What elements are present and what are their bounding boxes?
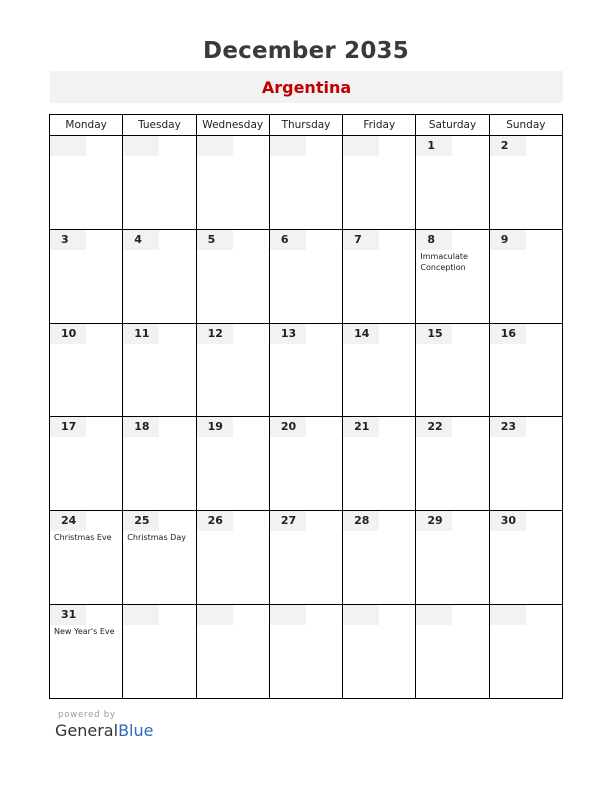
day-cell [196,323,269,417]
day-cell [269,417,342,511]
day-cell [50,323,123,417]
weekday-thursday: Thursday [269,115,342,136]
day-cell [269,229,342,323]
day-cell [489,511,562,605]
weekday-saturday: Saturday [416,115,489,136]
country-banner [50,71,563,103]
day-cell [343,417,416,511]
day-cell [343,229,416,323]
day-cell [489,229,562,323]
day-number: 16 [490,324,526,344]
brand-logo [55,721,153,740]
day-number [197,136,233,156]
weekday-monday: Monday [50,115,123,136]
day-cell [123,417,196,511]
day-number: 1 [416,136,452,156]
day-cell [416,323,489,417]
day-number: 18 [123,417,159,437]
calendar-grid [49,114,563,699]
holiday-label: Christmas Day [127,533,186,543]
holiday-label: Immaculate Conception [420,251,468,272]
day-cell [343,323,416,417]
day-number: 22 [416,417,452,437]
day-cell [50,511,123,605]
day-number: 29 [416,511,452,531]
day-number: 5 [197,230,233,250]
week-row [50,323,563,417]
day-number: 23 [490,417,526,437]
day-cell [489,417,562,511]
day-number: 9 [490,230,526,250]
day-cell [196,511,269,605]
day-number: 28 [343,511,379,531]
week-row [50,511,563,605]
page-title: December 2035 [203,38,409,64]
calendar-body [50,136,563,699]
holiday-label: New Year's Eve [54,627,115,637]
day-number: 8 [416,230,452,250]
day-cell [489,323,562,417]
day-number: 6 [270,230,306,250]
day-cell [123,323,196,417]
day-number [197,605,233,625]
day-number: 24 [50,511,86,531]
day-number: 3 [50,230,86,250]
day-number: 21 [343,417,379,437]
day-number [343,605,379,625]
weekday-friday: Friday [343,115,416,136]
empty-day-cell [196,136,269,230]
day-number: 13 [270,324,306,344]
day-number: 30 [490,511,526,531]
day-number: 12 [197,324,233,344]
day-number: 7 [343,230,379,250]
day-number: 14 [343,324,379,344]
day-cell [196,417,269,511]
day-number [123,136,159,156]
day-number: 2 [490,136,526,156]
day-number: 25 [123,511,159,531]
day-number: 27 [270,511,306,531]
day-number [343,136,379,156]
day-number [416,605,452,625]
empty-day-cell [343,136,416,230]
day-cell [50,417,123,511]
weekday-header-row [50,115,563,136]
day-number [270,605,306,625]
holiday-label: Christmas Eve [54,533,112,543]
powered-by-text: powered by [58,710,116,720]
empty-day-cell [416,605,489,699]
day-number: 4 [123,230,159,250]
day-number: 19 [197,417,233,437]
brand-blue-text: Blue [118,721,154,740]
empty-day-cell [269,136,342,230]
day-cell [416,417,489,511]
day-number: 15 [416,324,452,344]
week-row [50,229,563,323]
week-row [50,605,563,699]
day-cell [343,511,416,605]
weekday-sunday: Sunday [489,115,562,136]
day-number: 17 [50,417,86,437]
empty-day-cell [196,605,269,699]
weekday-wednesday: Wednesday [196,115,269,136]
day-cell [416,136,489,230]
empty-day-cell [50,136,123,230]
day-cell [416,229,489,323]
empty-day-cell [269,605,342,699]
day-number [50,136,86,156]
week-row [50,417,563,511]
day-number [270,136,306,156]
day-cell [50,605,123,699]
day-number [490,605,526,625]
day-number [123,605,159,625]
empty-day-cell [123,136,196,230]
day-number: 10 [50,324,86,344]
brand-general-text: General [55,721,119,740]
country-name: Argentina [261,78,352,97]
day-cell [196,229,269,323]
day-cell [123,511,196,605]
day-cell [489,136,562,230]
day-cell [123,229,196,323]
weekday-tuesday: Tuesday [123,115,196,136]
day-number: 26 [197,511,233,531]
day-number: 11 [123,324,159,344]
empty-day-cell [343,605,416,699]
empty-day-cell [489,605,562,699]
day-number: 31 [50,605,86,625]
day-cell [269,511,342,605]
day-cell [50,229,123,323]
day-cell [416,511,489,605]
day-number: 20 [270,417,306,437]
day-cell [269,323,342,417]
week-row [50,136,563,230]
empty-day-cell [123,605,196,699]
